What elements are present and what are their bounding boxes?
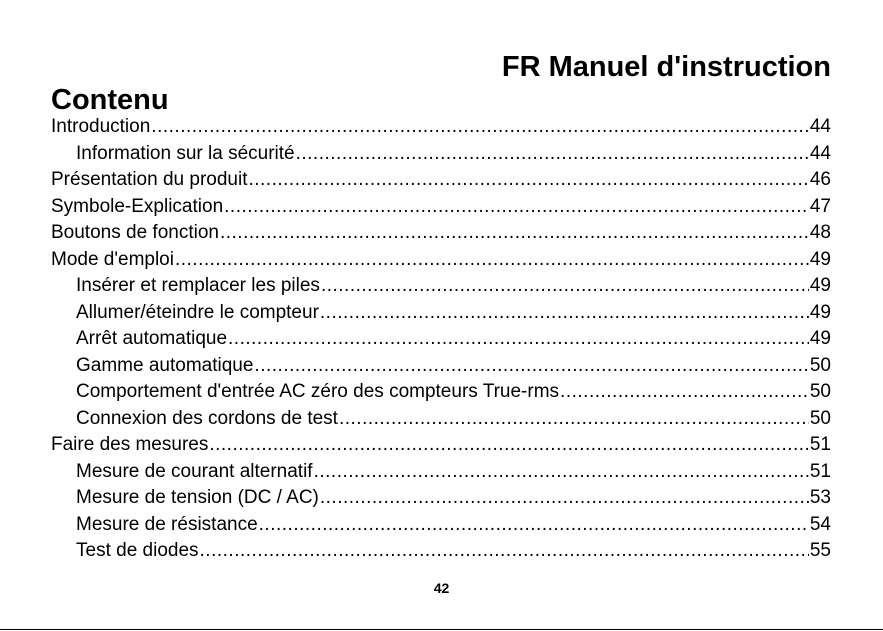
toc-entry-title: Introduction: [51, 116, 151, 137]
toc-dot-leader: [560, 379, 809, 406]
toc-entry-page: 49: [809, 248, 831, 270]
toc-entry-title: Mesure de courant alternatif: [76, 460, 313, 482]
toc-entry-page: 49: [809, 301, 831, 323]
toc-entry-title: Mesure de tension (DC / AC): [76, 487, 319, 508]
toc-entry: [51, 459, 831, 486]
toc-dot-leader: [320, 485, 809, 512]
toc-dot-leader: [151, 114, 809, 141]
toc-entry: [51, 247, 831, 274]
toc-entry-title: Information sur la sécurité: [76, 142, 295, 164]
toc-entry: [51, 300, 831, 327]
toc-entry-title: Comportement d'entrée AC zéro des compteurs True-rms: [76, 381, 560, 402]
toc-entry: [51, 485, 831, 512]
toc-dot-leader: [339, 406, 809, 433]
toc-entry-page: 50: [809, 407, 831, 429]
toc-entry-page: 44: [809, 142, 831, 164]
toc-entry-title: Allumer/éteindre le compteur: [76, 301, 319, 323]
toc-entry: [51, 220, 831, 247]
toc-dot-leader: [209, 432, 809, 459]
toc-dot-leader: [259, 512, 809, 539]
toc-entry-title: Boutons de fonction: [51, 222, 219, 243]
toc-entry-title: Mesure de résistance: [76, 513, 258, 535]
toc-entry-title: Mode d'emploi: [51, 248, 174, 270]
toc-entry: [51, 326, 831, 353]
toc-entry-title: Insérer et remplacer les piles: [76, 275, 320, 296]
toc-dot-leader: [220, 220, 809, 247]
toc-entry-page: 54: [809, 513, 831, 535]
toc-entry-page: 53: [809, 487, 831, 508]
toc-entry: [51, 406, 831, 433]
toc-entry-title: Connexion des cordons de test: [76, 407, 338, 429]
toc-entry-title: Faire des mesures: [51, 434, 209, 455]
toc-heading: Contenu: [51, 84, 169, 116]
page-number: 42: [433, 580, 450, 596]
toc-entry-title: Gamme automatique: [76, 354, 254, 376]
toc-entry-page: 51: [809, 434, 831, 455]
toc-entry-page: 46: [809, 169, 831, 190]
toc-entry-page: 44: [809, 116, 831, 137]
toc-entry-page: 50: [809, 354, 831, 376]
toc-entry: [51, 194, 831, 221]
toc-entry-page: 50: [809, 381, 831, 402]
page-header-title: FR Manuel d'instruction: [501, 51, 831, 83]
toc-entry: [51, 114, 831, 141]
toc-entry-page: 47: [809, 195, 831, 217]
toc-entry: [51, 273, 831, 300]
toc-entry-page: 51: [809, 460, 831, 482]
toc-entry: [51, 353, 831, 380]
toc-dot-leader: [314, 459, 809, 486]
toc-dot-leader: [248, 167, 808, 194]
toc-entry: [51, 379, 831, 406]
toc-dot-leader: [228, 326, 809, 353]
table-of-contents: [51, 114, 831, 565]
toc-entry: [51, 512, 831, 539]
toc-entry-title: Présentation du produit: [51, 169, 248, 190]
toc-dot-leader: [224, 194, 809, 221]
toc-dot-leader: [254, 353, 808, 380]
toc-dot-leader: [320, 300, 809, 327]
toc-entry-title: Symbole-Explication: [51, 195, 224, 217]
toc-entry-title: Arrêt automatique: [76, 328, 228, 349]
toc-entry: [51, 167, 831, 194]
toc-entry-title: Test de diodes: [76, 540, 199, 561]
toc-entry: [51, 538, 831, 565]
bottom-rule: [0, 629, 883, 630]
toc-dot-leader: [321, 273, 809, 300]
toc-entry: [51, 141, 831, 168]
toc-dot-leader: [175, 247, 809, 274]
toc-entry-page: 48: [809, 222, 831, 243]
toc-entry-page: 49: [809, 328, 831, 349]
toc-entry: [51, 432, 831, 459]
toc-entry-page: 49: [809, 275, 831, 296]
toc-dot-leader: [296, 141, 809, 168]
toc-dot-leader: [200, 538, 809, 565]
toc-entry-page: 55: [809, 540, 831, 561]
